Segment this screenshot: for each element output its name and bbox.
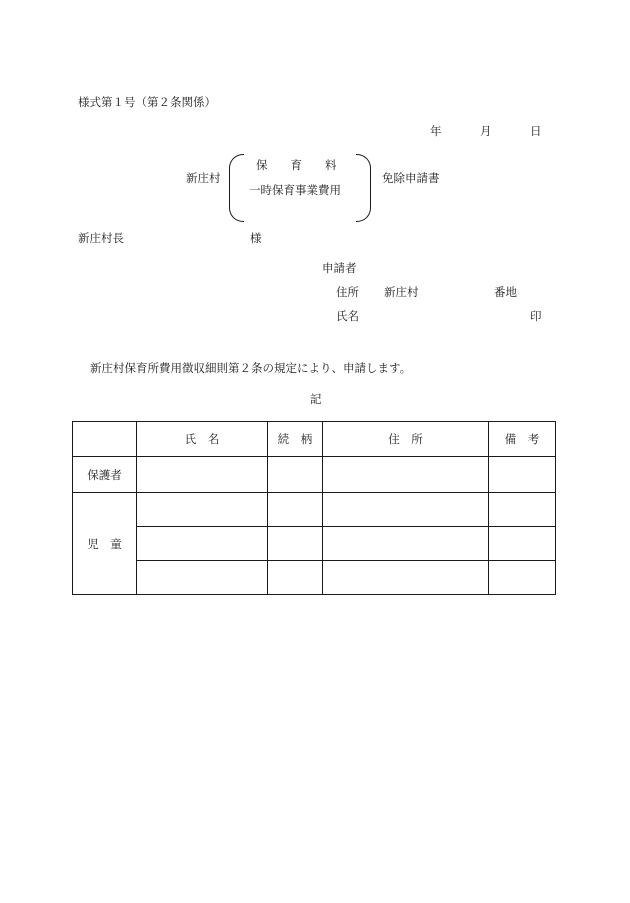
applicant-address-village: 新庄村: [384, 285, 419, 299]
table-cell[interactable]: [489, 561, 556, 595]
table-row: [73, 527, 556, 561]
table-cell[interactable]: [137, 527, 268, 561]
record-label: 記: [310, 392, 322, 406]
date-month-label: 月: [480, 124, 492, 138]
table-header-blank: [73, 422, 137, 457]
table-row: [73, 561, 556, 595]
applicant-table: [72, 421, 556, 595]
applicant-name-label: 氏名: [336, 309, 359, 323]
applicant-label: 申請者: [322, 261, 357, 275]
addressee-honorific: 様: [250, 231, 262, 245]
table-cell[interactable]: [268, 493, 323, 527]
table-header-name: 氏 名: [137, 422, 268, 457]
table-header-remarks: 備 考: [489, 422, 556, 457]
table-cell[interactable]: [137, 457, 268, 493]
table-cell[interactable]: [137, 561, 268, 595]
row-label-guardian: 保護者: [73, 457, 137, 493]
table-cell[interactable]: [268, 561, 323, 595]
date-year-label: 年: [430, 124, 442, 138]
title-option-fee: 保 育 料: [256, 158, 337, 172]
left-bracket: [229, 154, 244, 222]
right-bracket: [356, 154, 371, 222]
table-cell[interactable]: [137, 493, 268, 527]
table-cell[interactable]: [489, 457, 556, 493]
table-header-relation: 続 柄: [268, 422, 323, 457]
table-cell[interactable]: [489, 493, 556, 527]
table-header-row: [73, 422, 556, 457]
date-day-label: 日: [530, 124, 542, 138]
table-row: [73, 457, 556, 493]
title-suffix: 免除申請書: [382, 171, 440, 185]
applicant-address-suffix: 番地: [494, 285, 517, 299]
table-cell[interactable]: [489, 527, 556, 561]
title-village: 新庄村: [186, 171, 221, 185]
addressee-name: 新庄村長: [78, 231, 124, 245]
table-cell[interactable]: [323, 457, 489, 493]
table-cell[interactable]: [323, 527, 489, 561]
table-cell[interactable]: [268, 527, 323, 561]
form-number: 様式第１号（第２条関係）: [78, 95, 216, 109]
applicant-seal: 印: [530, 309, 542, 323]
table-cell[interactable]: [323, 493, 489, 527]
table-cell[interactable]: [268, 457, 323, 493]
table-cell[interactable]: [323, 561, 489, 595]
body-text: 新庄村保育所費用徴収細則第２条の規定により、申請します。: [90, 361, 412, 375]
title-option-temp-care: 一時保育事業費用: [249, 183, 341, 197]
row-label-children: 児 童: [73, 493, 137, 595]
applicant-address-label: 住所: [336, 285, 359, 299]
table-header-address: 住 所: [323, 422, 489, 457]
table-row: [73, 493, 556, 527]
